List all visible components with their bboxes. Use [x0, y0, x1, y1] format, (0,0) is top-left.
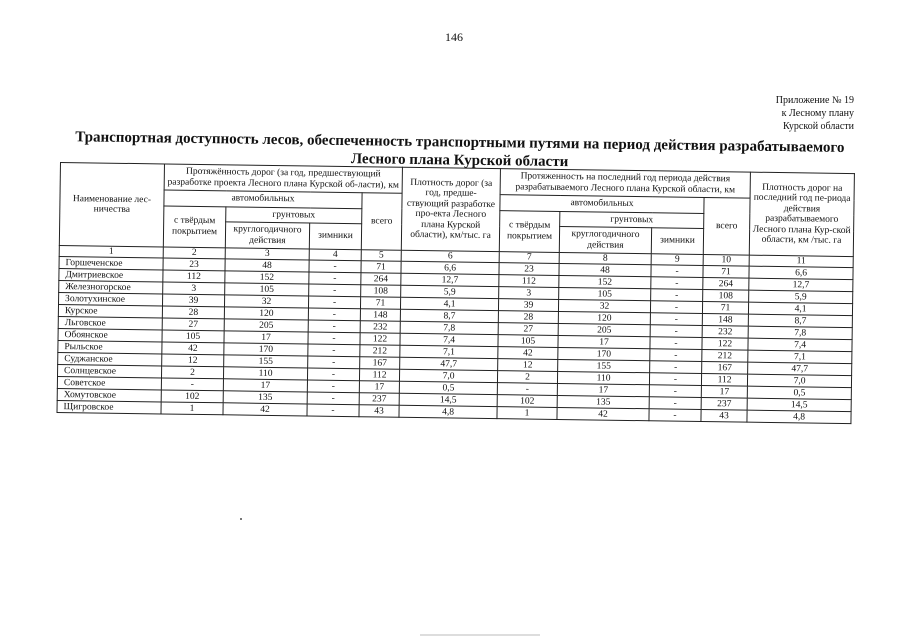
table-cell: -	[308, 356, 360, 369]
table-cell: -	[650, 349, 702, 362]
table-cell: 112	[499, 275, 559, 288]
appendix-line: Приложение № 19	[775, 95, 854, 106]
table-cell: 12	[162, 354, 224, 367]
table-cell: -	[649, 397, 701, 410]
forestry-name-cell: Обоянское	[58, 328, 162, 341]
table-cell: 4,1	[401, 297, 499, 310]
table-cell: 14,5	[747, 398, 851, 411]
scan-smudge	[420, 634, 540, 636]
table-cell: 17	[558, 335, 650, 348]
table-cell: 120	[224, 307, 308, 320]
header-length-prev: Протяжённость дорог (за год, предшествующий разработке проекта Лесного плана Курской об-ласти), км	[164, 164, 402, 193]
table-cell: 152	[225, 271, 309, 284]
table-cell: 23	[499, 263, 559, 276]
table-cell: 108	[703, 289, 749, 302]
table-cell: 112	[163, 270, 225, 283]
table-cell: 122	[702, 337, 748, 350]
table-cell: -	[307, 380, 359, 393]
table-cell: 39	[163, 294, 225, 307]
header-total-prev: всего	[361, 193, 402, 251]
appendix-line: Курской области	[783, 121, 854, 132]
header-density-last: Плотность дорог на последний год пе-риода действия разрабатываемого Лесного плана Кур-ской области, км /тыс. га	[749, 172, 854, 256]
column-number: 7	[499, 252, 559, 264]
table-cell: 43	[701, 409, 747, 422]
table-cell: 167	[360, 357, 400, 370]
table-cell: 12	[498, 359, 558, 372]
table-cell: -	[649, 409, 701, 422]
table-cell: 32	[224, 295, 308, 308]
table-cell: 232	[360, 321, 400, 334]
column-number: 8	[559, 252, 651, 264]
table-cell: 232	[702, 325, 748, 338]
table-cell: 6,6	[749, 266, 853, 279]
table-cell: -	[497, 383, 557, 396]
table-cell: -	[307, 404, 359, 417]
table-cell: 2	[161, 366, 223, 379]
table-cell: 4,8	[399, 405, 497, 418]
table-cell: 4,8	[747, 410, 851, 423]
table-header	[59, 163, 854, 257]
table-cell: -	[649, 385, 701, 398]
table-cell: 155	[224, 355, 308, 368]
table-cell: 1	[497, 407, 557, 420]
table-cell: 110	[557, 371, 649, 384]
table-cell: 105	[225, 283, 309, 296]
column-number: 11	[749, 255, 853, 267]
page-number: 146	[445, 30, 463, 44]
table-cell: 43	[359, 405, 399, 418]
table-cell: 148	[360, 309, 400, 322]
forestry-name-cell: Курское	[58, 304, 162, 317]
table-cell: -	[308, 308, 360, 321]
table-cell: 7,1	[400, 345, 498, 358]
table-cell: -	[307, 368, 359, 381]
header-winter-prev: зимники	[309, 223, 361, 250]
table-cell: 14,5	[399, 393, 497, 406]
table-cell: 4,1	[749, 302, 853, 315]
table-cell: 237	[359, 393, 399, 406]
table-cell: 170	[224, 343, 308, 356]
column-number: 9	[651, 254, 703, 266]
table-cell: 205	[558, 323, 650, 336]
table-cell: 155	[558, 359, 650, 372]
table-cell: 135	[223, 391, 307, 404]
table-cell: 2	[497, 371, 557, 384]
table-cell: 102	[497, 395, 557, 408]
table-cell: 42	[557, 407, 649, 420]
table-cell: 7,0	[748, 374, 852, 387]
column-number: 5	[361, 250, 401, 262]
table-cell: 27	[498, 323, 558, 336]
column-number: 1	[59, 245, 163, 257]
roads-table	[56, 162, 854, 424]
table-cell: 42	[162, 342, 224, 355]
table-cell: 152	[559, 275, 651, 288]
table-cell: 170	[558, 347, 650, 360]
table-cell: 23	[163, 258, 225, 271]
table-cell: 3	[499, 287, 559, 300]
header-length-last: Протяженность на последний год периода действия разрабатываемого Лесного плана Курской области, км	[500, 169, 750, 198]
table-cell: -	[650, 361, 702, 374]
table-cell: 17	[557, 383, 649, 396]
forestry-name-cell: Золотухинское	[59, 292, 163, 305]
header-winter-last: зимники	[651, 228, 703, 255]
table-cell: 105	[162, 330, 224, 343]
table-cell: 17	[359, 381, 399, 394]
table-cell: 7,4	[400, 333, 498, 346]
table-cell: 264	[361, 273, 401, 286]
table-cell: 39	[498, 299, 558, 312]
table-cell: 110	[223, 367, 307, 380]
table-cell: -	[309, 260, 361, 273]
table-cell: 122	[360, 333, 400, 346]
forestry-name-cell: Щигровское	[57, 400, 161, 413]
forestry-name-cell: Суджанское	[58, 352, 162, 365]
column-number: 10	[703, 254, 749, 266]
forestry-name-cell: Хомутовское	[57, 388, 161, 401]
table-cell: -	[651, 265, 703, 278]
table-cell: -	[649, 373, 701, 386]
table-cell: -	[308, 344, 360, 357]
table-cell: 1	[161, 402, 223, 415]
table-cell: 5,9	[401, 285, 499, 298]
header-year-round-last: круглогодичного действия	[559, 226, 651, 253]
table-cell: 12,7	[401, 273, 499, 286]
table-cell: 108	[361, 285, 401, 298]
forestry-name-cell: Льговское	[58, 316, 162, 329]
table-cell: 264	[703, 277, 749, 290]
table-cell: 212	[360, 345, 400, 358]
table-cell: 237	[701, 397, 747, 410]
table-cell: -	[309, 272, 361, 285]
table-cell: -	[651, 289, 703, 302]
table-cell: 105	[498, 335, 558, 348]
scan-speck	[240, 518, 242, 520]
table-cell: 102	[161, 390, 223, 403]
table-cell: 112	[359, 369, 399, 382]
table-cell: -	[308, 296, 360, 309]
table-cell: -	[651, 277, 703, 290]
table-cell: 71	[360, 297, 400, 310]
table-cell: 17	[701, 385, 747, 398]
table-cell: 8,7	[748, 314, 852, 327]
table-cell: -	[307, 392, 359, 405]
table-cell: 42	[223, 403, 307, 416]
header-hard-last: с твёрдым покрытием	[499, 210, 560, 252]
header-total-last: всего	[703, 197, 750, 255]
appendix-note	[776, 94, 854, 133]
table-cell: 6,6	[401, 261, 499, 274]
table-cell: 17	[224, 331, 308, 344]
table-cell: -	[308, 332, 360, 345]
table-cell: 7,8	[400, 321, 498, 334]
table-cell: -	[309, 284, 361, 297]
header-year-round-prev: круглогодичного действия	[225, 222, 309, 249]
table-cell: 12,7	[749, 278, 853, 291]
table-cell: 27	[162, 318, 224, 331]
header-auto-last: автомобильных	[500, 195, 704, 213]
table-cell: 112	[701, 373, 747, 386]
table-cell: -	[650, 325, 702, 338]
header-hard-prev: с твёрдым покрытием	[163, 205, 226, 247]
forestry-name-cell: Советское	[57, 376, 161, 389]
table-body	[57, 245, 853, 423]
table-cell: 135	[557, 395, 649, 408]
table-cell: 7,4	[748, 338, 852, 351]
table-cell: 212	[702, 349, 748, 362]
table-cell: 3	[163, 282, 225, 295]
column-number: 6	[401, 250, 499, 262]
table-cell: -	[650, 301, 702, 314]
column-number: 3	[225, 248, 309, 260]
table-cell: 28	[162, 306, 224, 319]
table-cell: 47,7	[748, 362, 852, 375]
column-number: 4	[309, 249, 361, 261]
table-cell: 42	[498, 347, 558, 360]
table-cell: -	[308, 320, 360, 333]
table-cell: 17	[223, 379, 307, 392]
table-cell: 205	[224, 319, 308, 332]
column-number: 2	[163, 247, 225, 259]
table-cell: 0,5	[747, 386, 851, 399]
table-cell: -	[650, 313, 702, 326]
header-forestry-name: Наименование лес-ничества	[59, 163, 164, 247]
header-ground-prev: грунтовых	[226, 206, 362, 223]
header-ground-last: грунтовых	[560, 211, 704, 229]
header-auto-prev: автомобильных	[164, 190, 362, 208]
forestry-name-cell: Дмитриевское	[59, 268, 163, 281]
table-cell: 71	[361, 261, 401, 274]
table-cell: 32	[558, 299, 650, 312]
table-cell: 7,1	[748, 350, 852, 363]
table-cell: 47,7	[400, 357, 498, 370]
table-cell: 28	[498, 311, 558, 324]
table-cell: 48	[225, 259, 309, 272]
table-cell: 0,5	[399, 381, 497, 394]
table-cell: 8,7	[400, 309, 498, 322]
table-cell: -	[650, 337, 702, 350]
appendix-line: к Лесному плану	[781, 108, 854, 119]
table-cell: 71	[702, 301, 748, 314]
forestry-name-cell: Рыльское	[58, 340, 162, 353]
document-title: Транспортная доступность лесов, обеспеченность транспортными путями на период действия разрабатываемого Лесного плана Курской области	[75, 129, 845, 171]
forestry-name-cell: Железногорское	[59, 280, 163, 293]
table-cell: 105	[559, 287, 651, 300]
table-cell: 7,8	[748, 326, 852, 339]
table-cell: -	[161, 378, 223, 391]
table-cell: 5,9	[749, 290, 853, 303]
table-cell: 167	[702, 361, 748, 374]
header-density-prev: Плотность дорог (за год, предше-ствующий разработке про-екта Лесного плана Курской области), км/тыс. га	[401, 167, 500, 251]
table-cell: 120	[558, 311, 650, 324]
roads-table-wrapper	[56, 162, 853, 424]
forestry-name-cell: Горшеченское	[59, 256, 163, 269]
table-cell: 7,0	[400, 369, 498, 382]
table-cell: 71	[703, 265, 749, 278]
table-cell: 48	[559, 263, 651, 276]
forestry-name-cell: Солнцевское	[58, 364, 162, 377]
table-cell: 148	[702, 313, 748, 326]
